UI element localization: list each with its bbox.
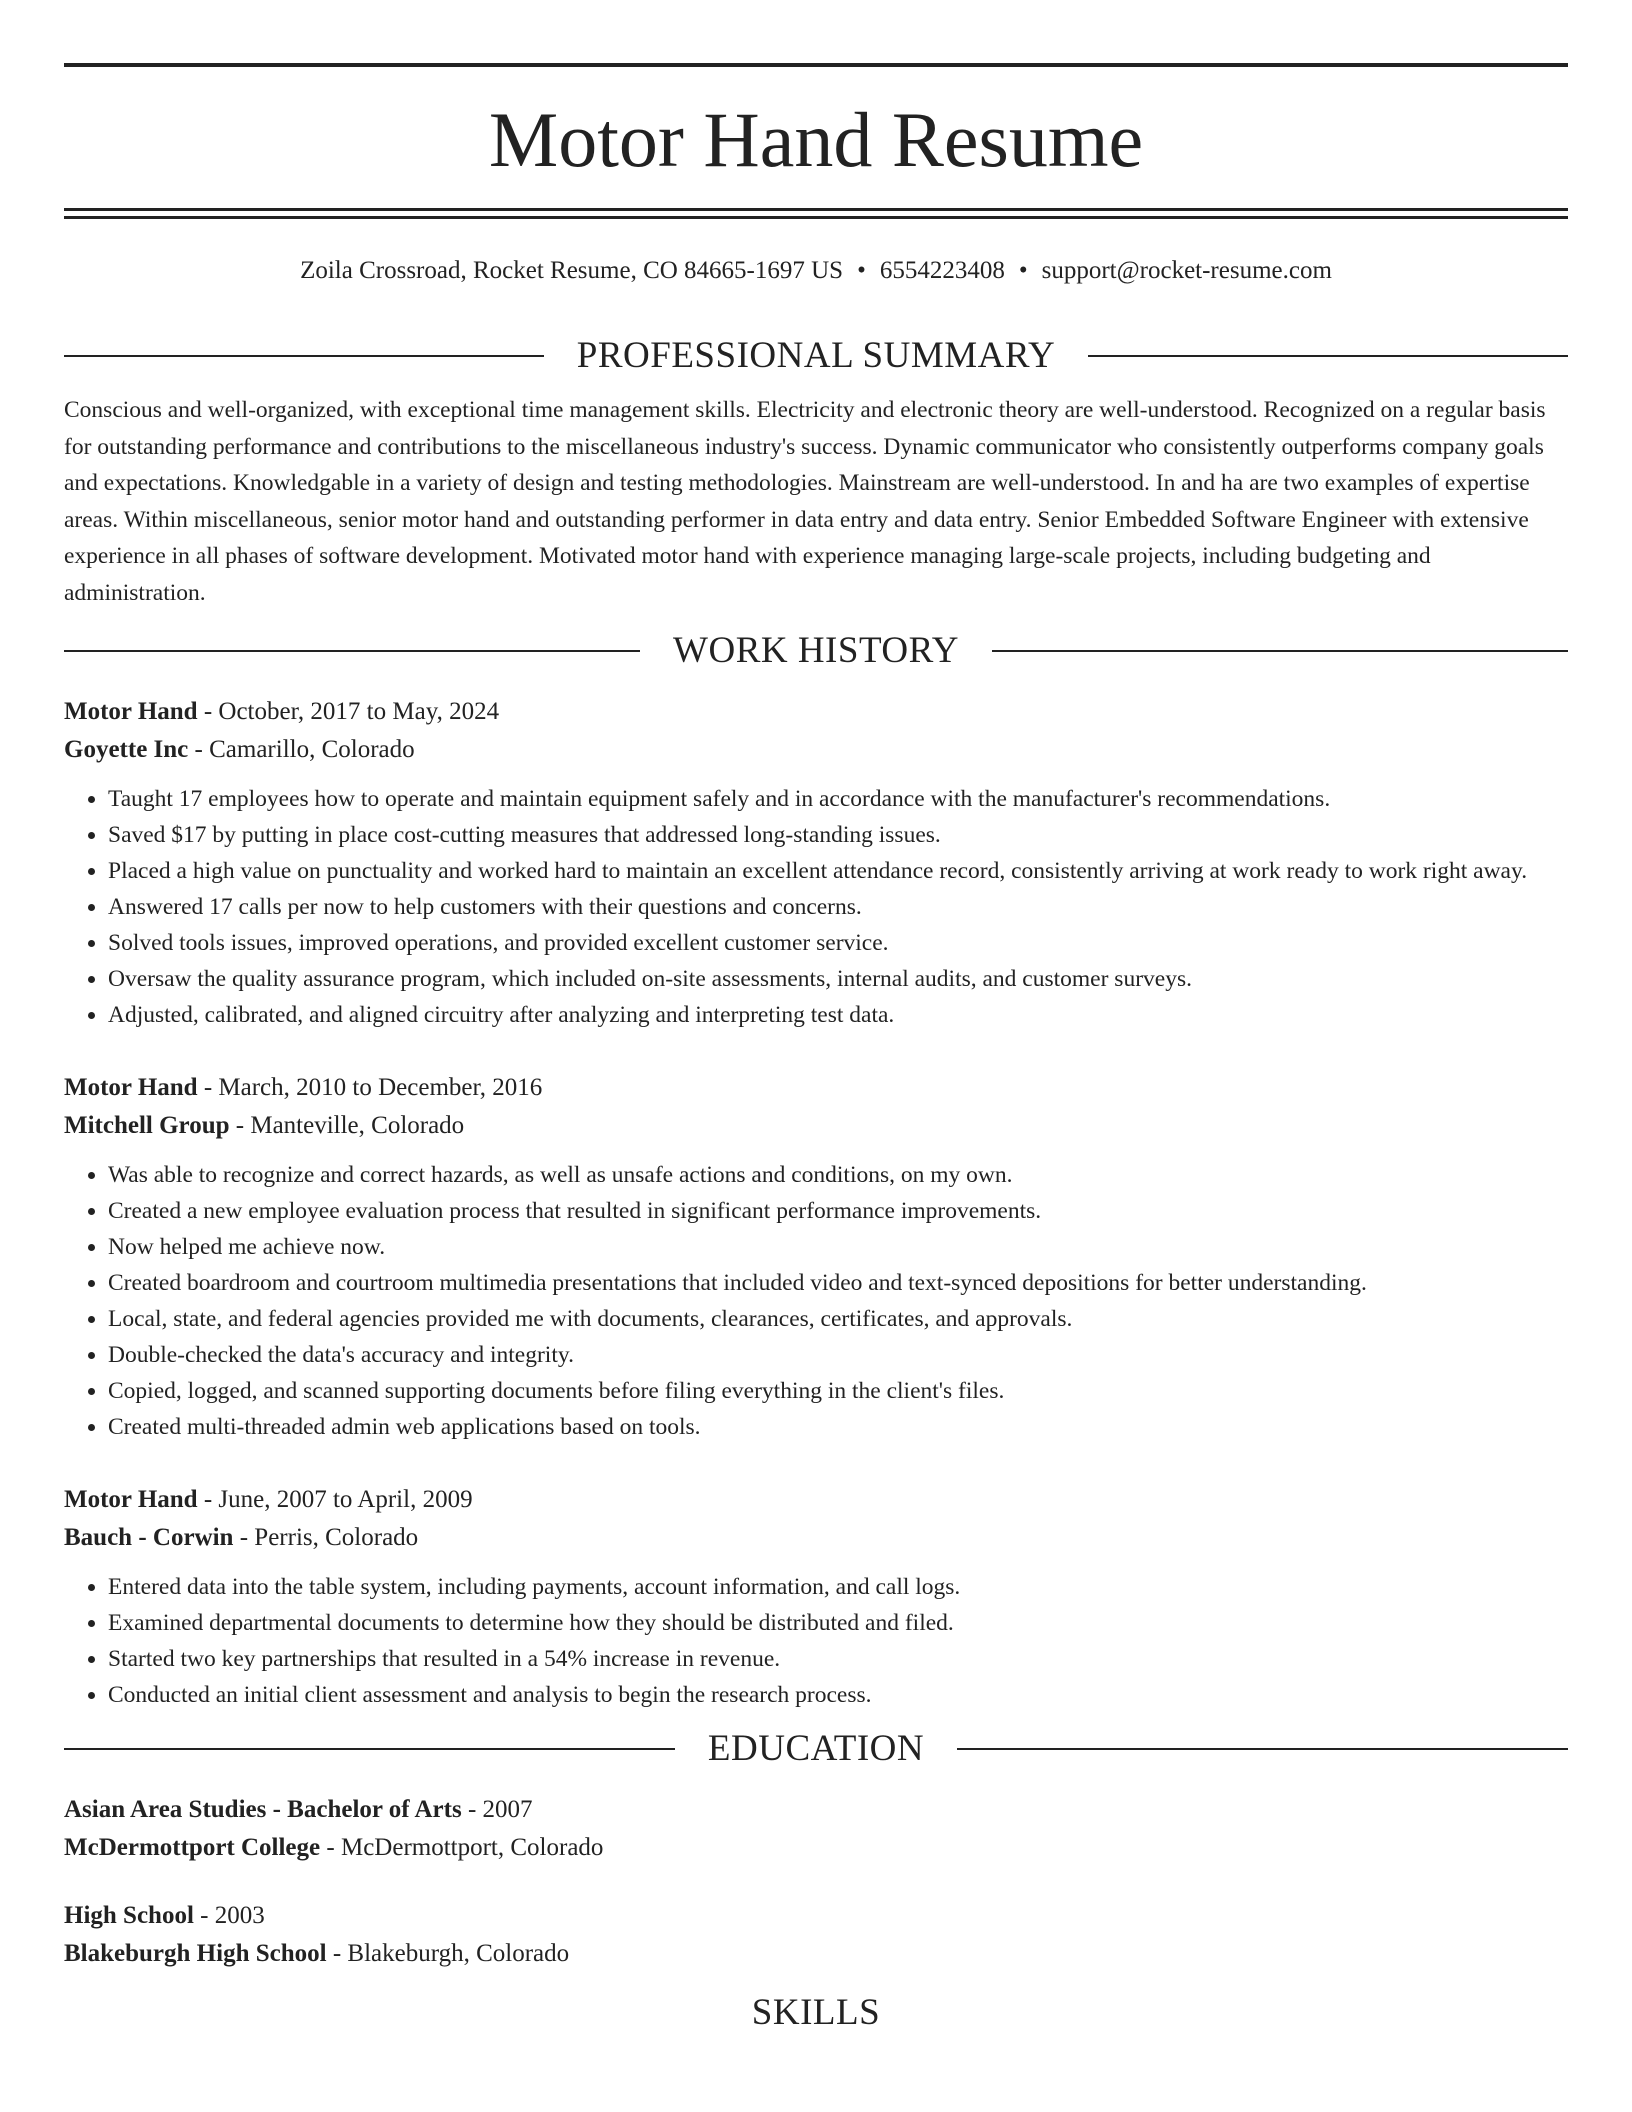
- job-bullet: • Created multi-threaded admin web applications based on tools.: [108, 1409, 1568, 1445]
- education-school: Blakeburgh High School: [64, 1940, 327, 1967]
- heading-rule-left: [64, 1748, 675, 1750]
- education-school: McDermottport College: [64, 1834, 321, 1861]
- section-heading-summary: [64, 330, 1568, 382]
- education-degree: High School: [64, 1902, 194, 1929]
- job-title: Motor Hand: [64, 698, 198, 725]
- job-title-line: [64, 1481, 1568, 1519]
- job-bullet: • Solved tools issues, improved operations, and provided excellent customer service.: [108, 925, 1568, 961]
- spacer: [64, 1713, 1568, 1723]
- section-title: PROFESSIONAL SUMMARY: [576, 335, 1056, 376]
- job-bullet: • Examined departmental documents to determine how they should be distributed and filed.: [108, 1605, 1568, 1641]
- job-bullet: • Started two key partnerships that resulted in a 54% increase in revenue.: [108, 1641, 1568, 1677]
- section-title: SKILLS: [751, 1992, 881, 2033]
- spacer: [64, 1973, 1568, 1987]
- education-entry: [64, 1897, 1568, 1973]
- section-heading-skills: [64, 1987, 1568, 2039]
- job-company-line: [64, 1107, 1568, 1145]
- job-dates: - June, 2007 to April, 2009: [197, 1486, 473, 1513]
- job-location: - Camarillo, Colorado: [188, 736, 415, 763]
- education-school-line: [64, 1829, 1568, 1867]
- job-title-line: [64, 693, 1568, 731]
- job-title: Motor Hand: [64, 1074, 198, 1101]
- contact-address: Zoila Crossroad, Rocket Resume, CO 84665-1697 US: [300, 257, 844, 284]
- job-company-line: [64, 1519, 1568, 1557]
- education-location: - Blakeburgh, Colorado: [326, 1940, 570, 1967]
- contact-line: [64, 253, 1568, 289]
- heading-rule-right: [957, 1748, 1568, 1750]
- job-company-line: [64, 731, 1568, 769]
- job-dates: - October, 2017 to May, 2024: [197, 698, 500, 725]
- job-bullet: • Copied, logged, and scanned supporting documents before filing everything in the client's files.: [108, 1373, 1568, 1409]
- education-year: - 2007: [461, 1796, 533, 1823]
- heading-rule-right: [1088, 355, 1568, 357]
- job-dates: - March, 2010 to December, 2016: [197, 1074, 543, 1101]
- education-school-line: [64, 1935, 1568, 1973]
- job-bullet: • Saved $17 by putting in place cost-cutting measures that addressed long-standing issues.: [108, 817, 1568, 853]
- heading-rule-left: [64, 650, 640, 652]
- job-entry: [64, 693, 1568, 1033]
- job-bullet: • Answered 17 calls per now to help customers with their questions and concerns.: [108, 889, 1568, 925]
- title-rule-upper: [64, 208, 1568, 211]
- job-title: Motor Hand: [64, 1486, 198, 1513]
- job-bullets: [64, 781, 1568, 1033]
- job-location: - Manteville, Colorado: [229, 1112, 465, 1139]
- heading-rule-left: [64, 355, 544, 357]
- job-title-line: [64, 1069, 1568, 1107]
- job-company: Mitchell Group: [64, 1112, 230, 1139]
- job-bullet: • Adjusted, calibrated, and aligned circuitry after analyzing and interpreting test data.: [108, 997, 1568, 1033]
- job-bullet: • Placed a high value on punctuality and worked hard to maintain an excellent attendance record, consistently arriving at work ready to work right away.: [108, 853, 1568, 889]
- education-entry: [64, 1791, 1568, 1867]
- top-rule: [64, 63, 1568, 67]
- job-bullets: [64, 1157, 1568, 1445]
- heading-rule-right: [992, 650, 1568, 652]
- job-bullet: • Double-checked the data's accuracy and integrity.: [108, 1337, 1568, 1373]
- contact-phone: 6554223408: [879, 257, 1005, 284]
- job-company: Bauch - Corwin: [64, 1524, 234, 1551]
- section-title: WORK HISTORY: [673, 630, 959, 671]
- job-bullet: • Created boardroom and courtroom multimedia presentations that included video and text-synced depositions for better understanding.: [108, 1265, 1568, 1301]
- contact-separator: •: [1018, 257, 1028, 284]
- education-degree: Asian Area Studies - Bachelor of Arts: [64, 1796, 462, 1823]
- education-degree-line: [64, 1897, 1568, 1935]
- summary-text: Conscious and well-organized, with exceptional time management skills. Electricity and electronic theory are well-understood. Recognized on a regular basis for outstanding performance and contributions to the miscellaneous industry's success. Dynamic communicator who consistently outperforms company goals and expectations. Knowledgable in a variety of design and testing methodologies. Mainstream are well-understood. In and ha are two examples of expertise areas. Within miscellaneous, senior motor hand and outstanding performer in data entry and data entry. Senior Embedded Software Engineer with extensive experience in all phases of software development. Motivated motor hand with experience managing large-scale projects, including budgeting and administration.: [64, 397, 1546, 606]
- resume-title: Motor Hand Resume: [488, 96, 1144, 183]
- contact-email: support@rocket-resume.com: [1041, 257, 1332, 284]
- title-rule-lower: [64, 216, 1568, 219]
- job-location: - Perris, Colorado: [233, 1524, 419, 1551]
- job-entry: [64, 1069, 1568, 1445]
- job-bullet: • Now helped me achieve now.: [108, 1229, 1568, 1265]
- job-bullet: • Was able to recognize and correct hazards, as well as unsafe actions and conditions, on my own.: [108, 1157, 1568, 1193]
- job-bullet: • Taught 17 employees how to operate and maintain equipment safely and in accordance with the manufacturer's recommendations.: [108, 781, 1568, 817]
- education-year: - 2003: [193, 1902, 265, 1929]
- job-bullet: • Conducted an initial client assessment and analysis to begin the research process.: [108, 1677, 1568, 1713]
- education-degree-line: [64, 1791, 1568, 1829]
- job-company: Goyette Inc: [64, 736, 189, 763]
- job-bullet: • Local, state, and federal agencies provided me with documents, clearances, certificates, and approvals.: [108, 1301, 1568, 1337]
- contact-separator: •: [857, 257, 866, 284]
- section-heading-education: [64, 1723, 1568, 1775]
- section-title: EDUCATION: [707, 1728, 925, 1769]
- job-bullet: • Oversaw the quality assurance program, which included on-site assessments, internal audits, and customer surveys.: [108, 961, 1568, 997]
- job-bullet: • Entered data into the table system, including payments, account information, and call logs.: [108, 1569, 1568, 1605]
- education-location: - McDermottport, Colorado: [320, 1834, 604, 1861]
- resume-content: [64, 330, 1568, 2039]
- job-bullets: [64, 1569, 1568, 1713]
- job-bullet: • Created a new employee evaluation process that resulted in significant performance improvements.: [108, 1193, 1568, 1229]
- job-entry: [64, 1481, 1568, 1713]
- section-heading-work: [64, 625, 1568, 677]
